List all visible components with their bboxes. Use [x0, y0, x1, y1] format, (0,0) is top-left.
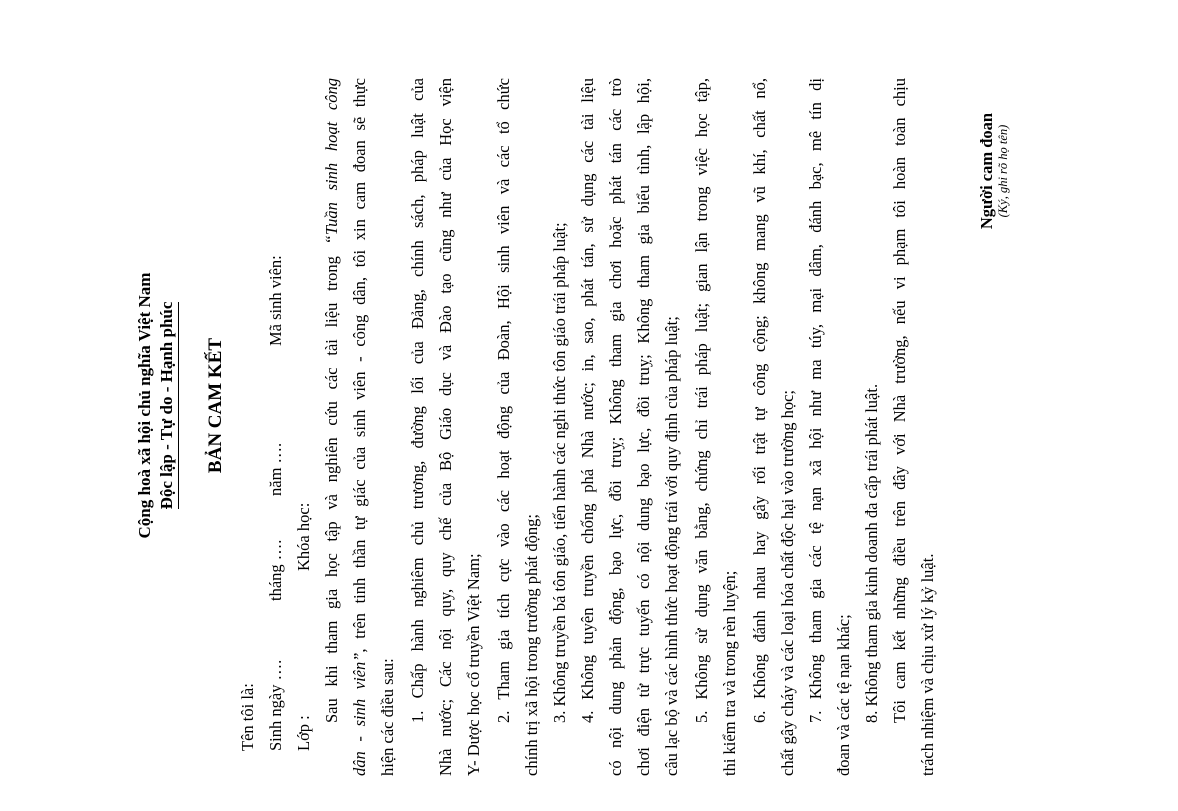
- commitment-1-line-3: Y- Dược học cổ truyền Việt Nam;: [464, 553, 483, 776]
- commitment-5-line-1: 5. Không sử dụng văn bằng, chứng chỉ trái pháp luật; gian lận trong việc học tập,: [692, 78, 711, 723]
- commitment-6-line-2: chất gây cháy và các loại hóa chất độc hại vào trường học;: [778, 389, 797, 776]
- intro-line-1: Sau khi tham gia học tập và nghiên cứu các tài liệu trong “Tuần sinh hoạt công: [322, 77, 341, 723]
- dob-year-label: năm ….: [266, 442, 285, 496]
- country-header: Cộng hoà xã hội chủ nghĩa Việt Nam: [135, 272, 154, 539]
- commitment-4-line-2: có nội dung phản động, bạo lực, đồi truỵ; Không tham gia chơi hoặc phát tán các trò: [606, 78, 625, 776]
- commitment-2-line-2: chính trị xã hội trong trường phát động;: [522, 514, 541, 776]
- commitment-5-line-2: thi kiểm tra và trong rèn luyện;: [720, 570, 739, 776]
- dob-day-label: Sinh ngày ….: [266, 659, 285, 751]
- commitment-7-line-1: 7. Không tham gia các tệ nạn xã hội như ma túy, mại dâm, đánh bạc, mê tín dị: [806, 78, 825, 723]
- closing-line-1: Tôi cam kết những điều trên đây với Nhà trường, nếu vi phạm tôi hoàn toàn chịu: [890, 78, 909, 723]
- commitment-2-line-1: 2. Tham gia tích cực vào các hoạt động của Đoàn, Hội sinh viên và các tổ chức: [494, 78, 513, 723]
- commitment-1-line-2: Nhà nước; Các nội quy, quy chế của Bộ Giáo dục và Đào tạo cũng như của Học viện: [436, 78, 455, 776]
- course-label: Khóa học:: [294, 502, 313, 571]
- intro-line-3: hiện các điều sau:: [378, 658, 397, 776]
- commitment-6-line-1: 6. Không đánh nhau hay gây rối trật tự công cộng; không mang vũ khí, chất nổ,: [750, 78, 769, 723]
- document-title: BẢN CAM KẾT: [205, 337, 226, 474]
- class-label: Lớp :: [294, 715, 313, 751]
- commitment-7-line-2: đoan và các tệ nạn khác;: [834, 614, 853, 776]
- commitment-4-line-1: 4. Không tuyên truyền chống phá Nhà nước; in, sao, phát tán, sử dụng các tài liệu: [578, 78, 597, 723]
- name-label: Tên tôi là:: [238, 683, 257, 751]
- commitment-3-line-1: 3. Không truyền bá tôn giáo, tiến hành các nghi thức tôn giáo trái pháp luật;: [550, 222, 569, 723]
- motto-header: [157, 0, 177, 811]
- commitment-4-line-4: câu lạc bộ và các hình thức hoạt động trái với quy định của pháp luật;: [662, 316, 681, 776]
- commitment-1-line-1: 1. Chấp hành nghiêm chủ trương, đường lối của Đảng, chính sách, pháp luật của: [408, 78, 427, 723]
- closing-line-2: trách nhiệm và chịu xử lý kỷ luật.: [918, 553, 937, 776]
- student-id-label: Mã sinh viên:: [266, 255, 285, 346]
- commitment-4-line-3: chơi điện tử trực tuyến có nội dung bạo lực, đồi truỵ; Không tham gia biểu tình, lập hội,: [634, 78, 653, 776]
- signer-label: Người cam đoan: [977, 112, 996, 230]
- dob-month-label: tháng ….: [266, 539, 285, 601]
- motto-text: Độc lập - Tự do - Hạnh phúc: [157, 302, 179, 510]
- commitment-8-line-1: 8. Không tham gia kinh doanh đa cấp trái phát luật.: [862, 383, 881, 723]
- signature-note: (Ký, ghi rõ họ tên): [996, 124, 1010, 218]
- intro-line-2: dân - sinh viên”, trên tinh thần tự giác của sinh viên - công dân, tôi xin cam đoan sẽ thực: [350, 78, 369, 776]
